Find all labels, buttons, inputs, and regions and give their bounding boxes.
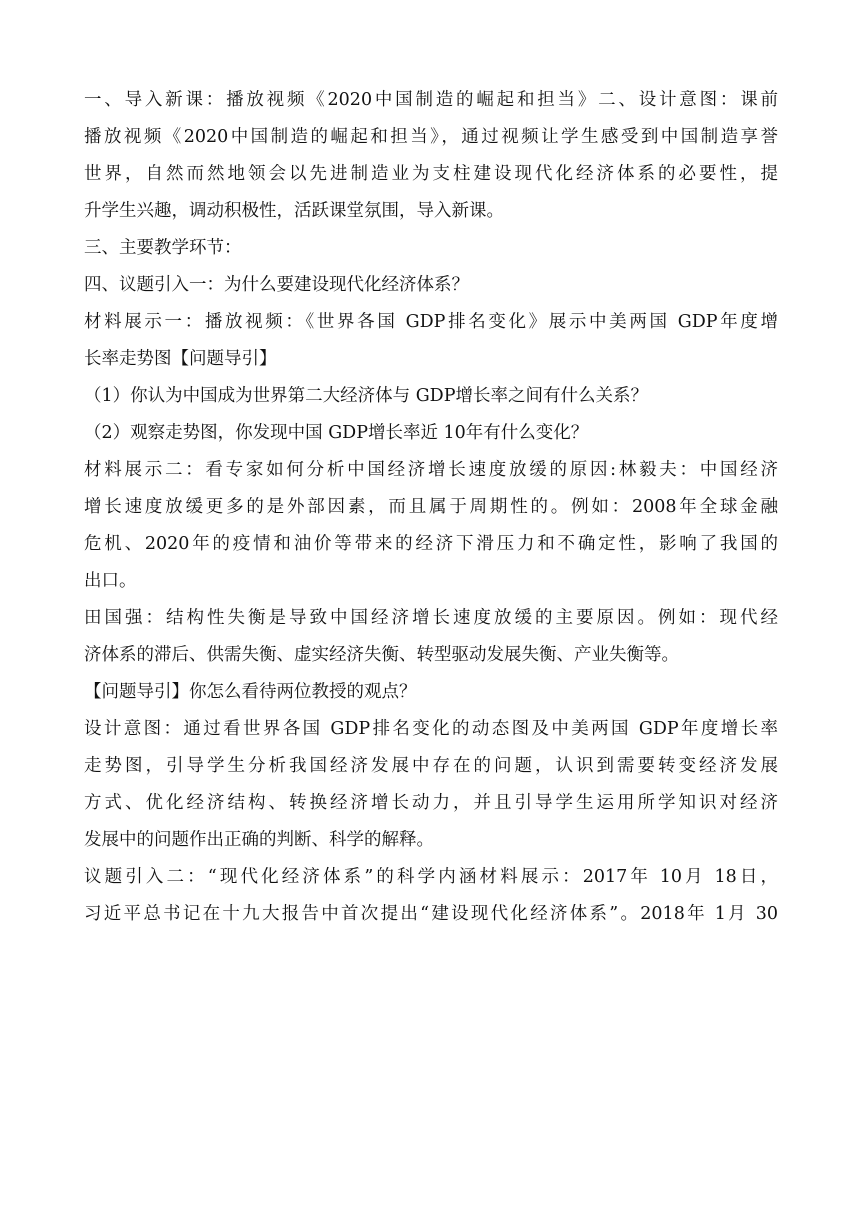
text-line: 材料展示二：看专家如何分析中国经济增长速度放缓的原因:林毅夫：中国经济 [84, 460, 778, 480]
text-line: （1）你认为中国成为世界第二大经济体与 GDP增长率之间有什么关系？ [84, 386, 648, 406]
text-line: 增长速度放缓更多的是外部因素，而且属于周期性的。例如：2008年全球金融 [84, 497, 778, 517]
text-line: 议题引入二：“现代化经济体系”的科学内涵材料展示：2017年 10月 18日， [84, 867, 778, 887]
text-line: 三、主要教学环节： [84, 238, 242, 258]
text-line: 出口。 [84, 571, 137, 591]
text-line: 济体系的滞后、供需失衡、虚实经济失衡、转型驱动发展失衡、产业失衡等。 [84, 645, 679, 665]
text-line: 田国强：结构性失衡是导致中国经济增长速度放缓的主要原因。例如：现代经 [84, 608, 778, 628]
text-line: 四、议题引入一：为什么要建设现代化经济体系？ [84, 275, 469, 295]
text-line: 危机、2020年的疫情和油价等带来的经济下滑压力和不确定性，影响了我国的 [84, 534, 778, 554]
text-line: 习近平总书记在十九大报告中首次提出“建设现代化经济体系”。2018年 1月 30 [84, 904, 778, 924]
text-line: 一、导入新课：播放视频《2020中国制造的崛起和担当》二、设计意图：课前 [84, 90, 778, 110]
text-line: 长率走势图【问题导引】 [84, 349, 277, 369]
text-line: 【问题导引】你怎么看待两位教授的观点？ [84, 682, 417, 702]
text-line: 发展中的问题作出正确的判断、科学的解释。 [84, 830, 434, 850]
text-line: 材料展示一：播放视频：《世界各国 GDP排名变化》展示中美两国 GDP年度增 [84, 312, 778, 332]
text-line: 方式、优化经济结构、转换经济增长动力，并且引导学生运用所学知识对经济 [84, 793, 778, 813]
text-line: 设计意图：通过看世界各国 GDP排名变化的动态图及中美两国 GDP年度增长率 [84, 719, 778, 739]
text-line: 升学生兴趣，调动积极性，活跃课堂氛围，导入新课。 [84, 201, 504, 221]
document-body [84, 82, 778, 933]
text-line: 播放视频《2020中国制造的崛起和担当》，通过视频让学生感受到中国制造享誉 [84, 127, 778, 147]
text-line: （2）观察走势图，你发现中国 GDP增长率近 10年有什么变化？ [84, 423, 589, 443]
text-line: 世界，自然而然地领会以先进制造业为支柱建设现代化经济体系的必要性，提 [84, 164, 778, 184]
text-line: 走势图，引导学生分析我国经济发展中存在的问题，认识到需要转变经济发展 [84, 756, 778, 776]
